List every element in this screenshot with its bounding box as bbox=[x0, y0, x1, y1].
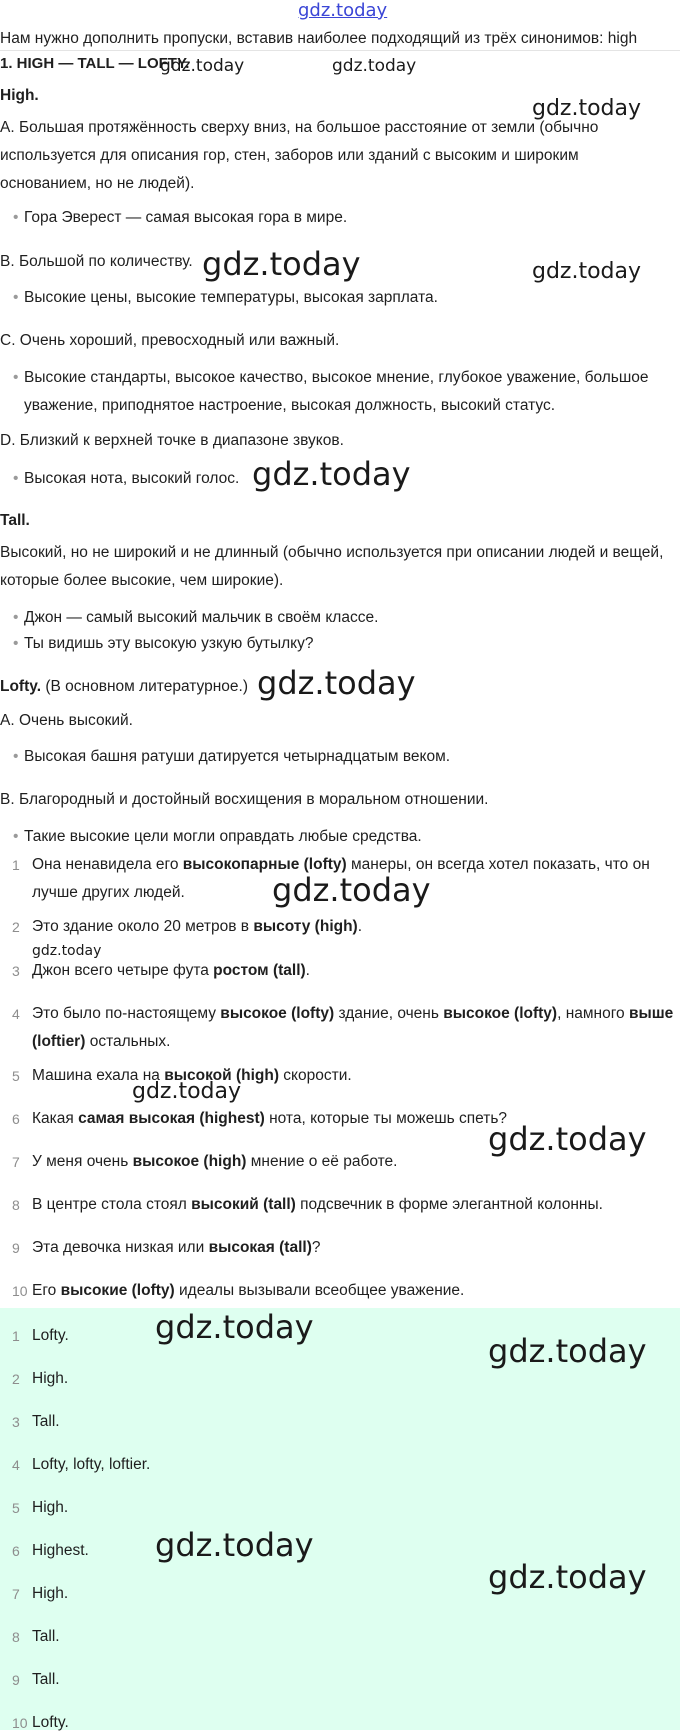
watermark: gdz.today bbox=[532, 96, 642, 121]
watermark: gdz.today bbox=[155, 1526, 314, 1564]
watermark: gdz.today bbox=[257, 664, 416, 702]
watermark: gdz.today bbox=[488, 1558, 647, 1596]
item-number: 6 bbox=[12, 1111, 20, 1127]
watermark: gdz.today bbox=[32, 943, 102, 959]
item-number: 1 bbox=[12, 857, 20, 873]
item-text: В центре стола стоял высокий (tall) подсвечник в форме элегантной колонны. bbox=[32, 1196, 603, 1213]
item-text: Она ненавидела его высокопарные (lofty) манеры, он всегда хотел показать, что он лучше других людей. bbox=[32, 856, 650, 901]
tall-def: Высокий, но не широкий и не длинный (обычно используется при описании людей и вещей, которые более высокие, чем широкие). bbox=[0, 544, 664, 589]
answers-block bbox=[0, 1308, 680, 1730]
item-number: 3 bbox=[12, 1414, 20, 1430]
watermark: gdz.today bbox=[160, 56, 245, 76]
item-number: 8 bbox=[12, 1197, 20, 1213]
item-number: 8 bbox=[12, 1629, 20, 1645]
lofty-def-b: B. Благородный и достойный восхищения в моральном отношении. bbox=[0, 791, 489, 808]
sentence-item bbox=[0, 1000, 676, 1056]
answer-text: High. bbox=[32, 1370, 69, 1387]
item-text: Машина ехала на высокой (high) скорости. bbox=[32, 1067, 352, 1084]
item-number: 9 bbox=[12, 1672, 20, 1688]
answer-text: Tall. bbox=[32, 1628, 60, 1645]
item-text: Это было по-настоящему высокое (lofty) здание, очень высокое (lofty), намного выше (loftier) остальных. bbox=[32, 1005, 674, 1050]
lofty-def-a: A. Очень высокий. bbox=[0, 712, 133, 729]
high-example-a bbox=[13, 204, 673, 232]
tall-title: Tall. bbox=[0, 512, 30, 529]
item-number: 10 bbox=[12, 1283, 28, 1299]
lofty-header bbox=[0, 677, 248, 697]
sentence-item bbox=[0, 1234, 676, 1262]
answer-text: Lofty. bbox=[32, 1327, 69, 1344]
lofty-example-a bbox=[13, 743, 673, 771]
sentence-item bbox=[0, 1148, 676, 1176]
item-text: Какая самая высокая (highest) нота, которые ты можешь спеть? bbox=[32, 1110, 508, 1127]
tall-example-2 bbox=[13, 630, 673, 658]
intro-text: Нам нужно дополнить пропуски, вставив наиболее подходящий из трёх синонимов: high bbox=[0, 30, 638, 47]
item-number: 4 bbox=[12, 1457, 20, 1473]
example-text: • Ты видишь эту высокую узкую бутылку? bbox=[24, 635, 314, 652]
high-def-d: D. Близкий к верхней точке в диапазоне звуков. bbox=[0, 432, 344, 449]
high-example-b bbox=[13, 284, 673, 312]
item-number: 7 bbox=[12, 1586, 20, 1602]
watermark: gdz.today bbox=[132, 1079, 242, 1104]
example-text: • Джон — самый высокий мальчик в своём классе. bbox=[24, 609, 379, 626]
watermark: gdz.today bbox=[272, 871, 431, 909]
answer-text: High. bbox=[32, 1499, 69, 1516]
watermark: gdz.today bbox=[202, 245, 361, 283]
item-text: У меня очень высокое (high) мнение о её работе. bbox=[32, 1153, 398, 1170]
watermark: gdz.today bbox=[488, 1120, 647, 1158]
item-text: Джон всего четыре фута ростом (tall). bbox=[32, 962, 310, 979]
item-number: 5 bbox=[12, 1068, 20, 1084]
example-text: • Высокие цены, высокие температуры, высокая зарплата. bbox=[24, 289, 438, 306]
high-example-c bbox=[13, 364, 673, 420]
watermark: gdz.today bbox=[488, 1332, 647, 1370]
item-number: 1 bbox=[12, 1328, 20, 1344]
item-number: 7 bbox=[12, 1154, 20, 1170]
answer-text: Tall. bbox=[32, 1413, 60, 1430]
sentence-item bbox=[0, 1062, 676, 1090]
example-text: • Такие высокие цели могли оправдать любые средства. bbox=[24, 828, 422, 845]
answer-text: High. bbox=[32, 1585, 69, 1602]
example-text: • Гора Эверест — самая высокая гора в мире. bbox=[24, 209, 348, 226]
answer-text: Lofty, lofty, loftier. bbox=[32, 1456, 151, 1473]
lofty-note: (В основном литературное.) bbox=[45, 678, 248, 695]
watermark: gdz.today bbox=[532, 259, 642, 284]
tall-example-1 bbox=[13, 604, 673, 632]
item-number: 5 bbox=[12, 1500, 20, 1516]
answer-text: Lofty. bbox=[32, 1714, 69, 1731]
watermark: gdz.today bbox=[332, 56, 417, 76]
item-number: 2 bbox=[12, 919, 20, 935]
example-text: • Высокие стандарты, высокое качество, высокое мнение, глубокое уважение, большое уважение, приподнятое настроение, высокая должность, высокий статус. bbox=[24, 369, 649, 414]
item-number: 2 bbox=[12, 1371, 20, 1387]
watermark: gdz.today bbox=[252, 455, 411, 493]
high-def-b: B. Большой по количеству. bbox=[0, 253, 193, 270]
sentence-item bbox=[0, 913, 676, 941]
task-title: 1. HIGH — TALL — LOFTY. bbox=[0, 55, 190, 72]
answer-text: Tall. bbox=[32, 1671, 60, 1688]
lofty-title: Lofty. bbox=[0, 678, 42, 695]
sentence-item bbox=[0, 957, 676, 985]
watermark: gdz.today bbox=[155, 1308, 314, 1346]
item-text: Его высокие (lofty) идеалы вызывали всеобщее уважение. bbox=[32, 1282, 465, 1299]
example-text: • Высокая башня ратуши датируется четырнадцатым веком. bbox=[24, 748, 451, 765]
item-number: 9 bbox=[12, 1240, 20, 1256]
high-def-a: A. Большая протяжённость сверху вниз, на большое расстояние от земли (обычно используется для описания гор, стен, заборов или зданий с высоким и широким основанием, но не людей). bbox=[0, 119, 599, 192]
high-title: High. bbox=[0, 87, 39, 104]
watermark-top: gdz.today bbox=[298, 0, 388, 21]
item-number: 4 bbox=[12, 1006, 20, 1022]
lofty-example-b bbox=[13, 823, 673, 851]
item-number: 6 bbox=[12, 1543, 20, 1559]
example-text: • Высокая нота, высокий голос. bbox=[24, 470, 240, 487]
sentence-item bbox=[0, 1191, 676, 1219]
item-text: Эта девочка низкая или высокая (tall)? bbox=[32, 1239, 321, 1256]
intro-bar bbox=[0, 26, 680, 51]
item-number: 3 bbox=[12, 963, 20, 979]
high-def-c: C. Очень хороший, превосходный или важный. bbox=[0, 332, 340, 349]
answer-text: Highest. bbox=[32, 1542, 89, 1559]
sentence-item bbox=[0, 1277, 676, 1305]
item-number: 10 bbox=[12, 1715, 28, 1731]
item-text: Это здание около 20 метров в высоту (high). bbox=[32, 918, 363, 935]
